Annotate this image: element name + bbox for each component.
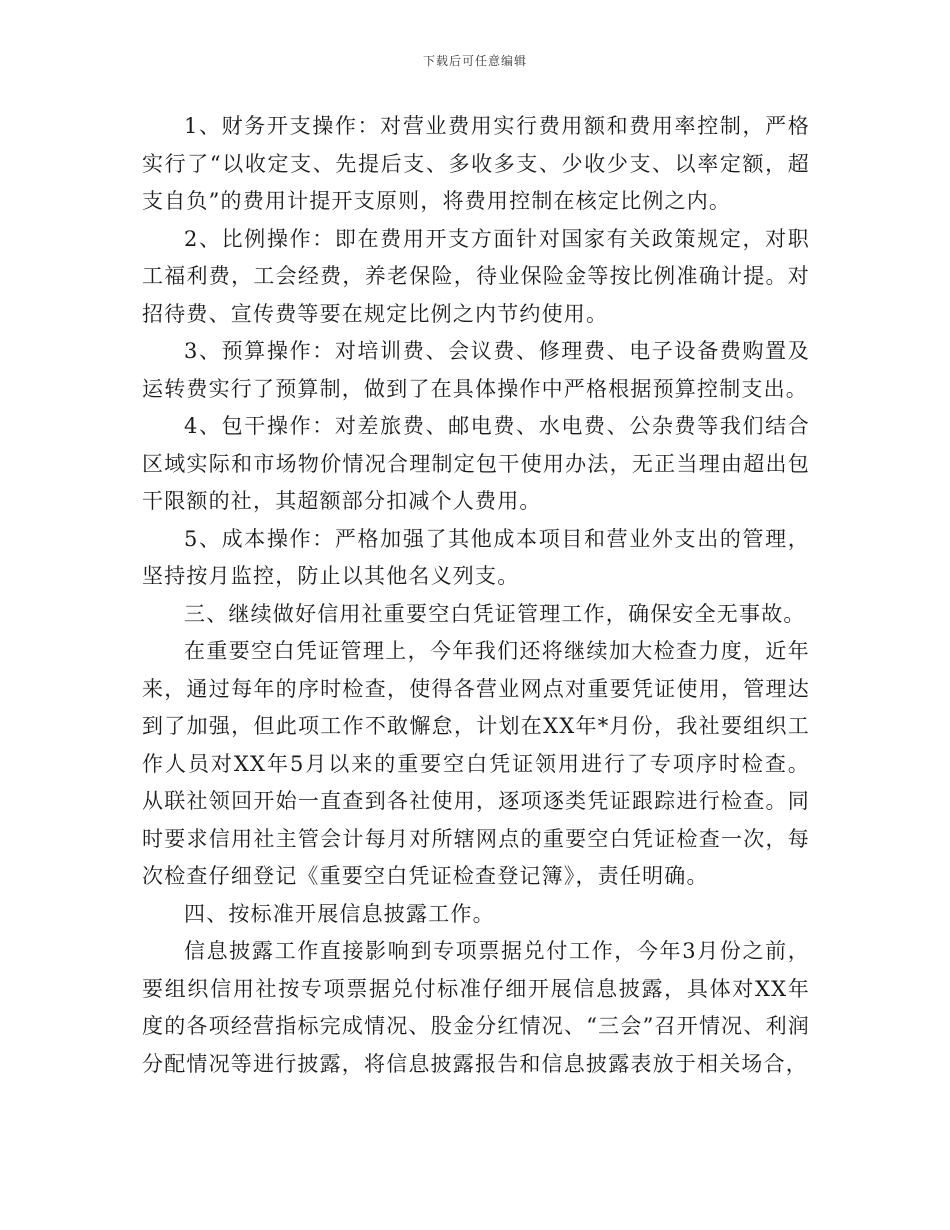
page-header: 下载后可任意编辑 — [422, 54, 527, 68]
paragraph-voucher-management: 在重要空白凭证管理上，今年我们还将继续加大检查力度，近年来，通过每年的序时检查，使得各营业网点对重要凭证使用，管理达到了加强，但此项工作不敢懈怠，计划在XX年*月份，我社要组织工作人员对XX年5月以来的重要空白凭证领用进行了专项序时检查。从联社领回开始一直查到各社使用，逐项逐类凭证跟踪进行检查。同时要求信用社主管会计每月对所辖网点的重要空白凭证检查一次，每次检查仔细登记《重要空白凭证检查登记簿》，责任明确。 — [142, 639, 810, 888]
paragraph-ratio-operation: 2、比例操作：即在费用开支方面针对国家有关政策规定，对职工福利费，工会经费，养老保险，待业保险金等按比例准确计提。对招待费、宣传费等要在规定比例之内节约使用。 — [142, 226, 810, 326]
paragraph-finance-expense: 1、财务开支操作：对营业费用实行费用额和费用率控制，严格实行了“以收定支、先提后支、多收多支、少收少支、以率定额，超支自负”的费用计提开支原则，将费用控制在核定比例之内。 — [142, 114, 810, 213]
section-heading-three: 三、继续做好信用社重要空白凭证管理工作，确保安全无事故。 — [184, 601, 806, 626]
paragraph-contract-operation: 4、包干操作：对差旅费、邮电费、水电费、公杂费等我们结合区域实际和市场物价情况合理制定包干使用办法，无正当理由超出包干限额的社，其超额部分扣减个人费用。 — [142, 414, 810, 513]
section-heading-four: 四、按标准开展信息披露工作。 — [184, 901, 495, 926]
paragraph-budget-operation: 3、预算操作：对培训费、会议费、修理费、电子设备费购置及运转费实行了预算制，做到了在具体操作中严格根据预算控制支出。 — [142, 339, 810, 401]
paragraph-cost-operation: 5、成本操作：严格加强了其他成本项目和营业外支出的管理，坚持按月监控，防止以其他名义列支。 — [142, 526, 810, 588]
document-body — [142, 108, 810, 1083]
paragraph-information-disclosure: 信息披露工作直接影响到专项票据兑付工作，今年3月份之前，要组织信用社按专项票据兑付标准仔细开展信息披露，具体对XX年度的各项经营指标完成情况、股金分红情况、“三会”召开情况、利润分配情况等进行披露，将信息披露报告和信息披露表放于相关场合， — [142, 939, 810, 1076]
